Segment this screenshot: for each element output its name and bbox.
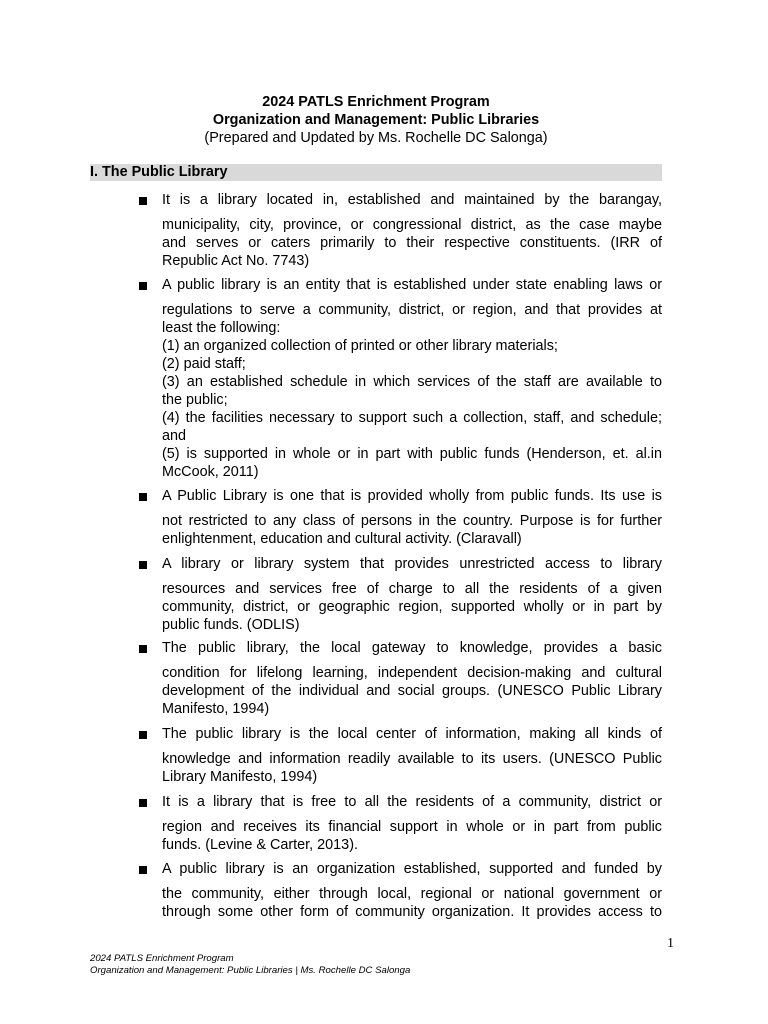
list-item-body xyxy=(162,750,662,786)
list-item-line: (5) is supported in whole or in part with public funds (Henderson, et. al.in xyxy=(162,446,662,462)
list-item-first-line: The public library is the local center of information, making all kinds of xyxy=(162,726,662,742)
list-item xyxy=(162,793,662,854)
list-item-line: the public; xyxy=(162,392,228,408)
list-item-first-line: A library or library system that provides unrestricted access to library xyxy=(162,556,662,572)
list-item-line: municipality, city, province, or congressional district, as the case maybe xyxy=(162,217,662,233)
list-item-line: through some other form of community organization. It provides access to xyxy=(162,904,662,920)
list-item-body xyxy=(162,818,662,854)
list-item-line: (1) an organized collection of printed or other library materials; xyxy=(162,338,558,354)
page-footer xyxy=(90,953,410,977)
list-item-line: enlightenment, education and cultural activity. (Claravall) xyxy=(162,531,522,547)
list-item-line: region and receives its financial support in whole or in part from public xyxy=(162,819,662,835)
list-item-line: community, district, or geographic region, supported wholly or in part by xyxy=(162,599,662,615)
list-item-line: the community, either through local, regional or national government or xyxy=(162,886,662,902)
list-item-body xyxy=(162,512,662,548)
square-bullet-icon xyxy=(139,731,147,739)
list-item-line: knowledge and information readily available to its users. (UNESCO Public xyxy=(162,751,662,767)
list-item-line: condition for lifelong learning, independent decision-making and cultural xyxy=(162,665,662,681)
list-item-line: Republic Act No. 7743) xyxy=(162,253,310,269)
list-item-line: regulations to serve a community, district, or region, and that provides at xyxy=(162,302,662,318)
list-item-line: Manifesto, 1994) xyxy=(162,701,270,717)
list-item-first-line: A public library is an organization established, supported and funded by xyxy=(162,861,662,877)
list-item-first-line: It is a library that is free to all the residents of a community, district or xyxy=(162,794,662,810)
list-item-line: (3) an established schedule in which services of the staff are available to xyxy=(162,374,662,390)
list-item xyxy=(162,191,662,270)
list-item xyxy=(162,276,662,481)
list-item-line: not restricted to any class of persons in the country. Purpose is for further xyxy=(162,513,662,529)
list-item-body xyxy=(162,301,662,481)
square-bullet-icon xyxy=(139,561,147,569)
list-item-first-line: It is a library located in, established and maintained by the barangay, xyxy=(162,192,662,208)
list-item-body xyxy=(162,885,662,921)
program-title: 2024 PATLS Enrichment Program xyxy=(262,94,490,110)
list-item-line: Library Manifesto, 1994) xyxy=(162,769,318,785)
list-item-line: public funds. (ODLIS) xyxy=(162,617,300,633)
list-item-first-line: A Public Library is one that is provided wholly from public funds. Its use is xyxy=(162,488,662,504)
square-bullet-icon xyxy=(139,197,147,205)
list-item-line: least the following: xyxy=(162,320,281,336)
list-item-line: (2) paid staff; xyxy=(162,356,246,372)
square-bullet-icon xyxy=(139,282,147,290)
list-item-line: and serves or caters primarily to their respective constituents. (IRR of xyxy=(162,235,662,251)
list-item-line: funds. (Levine & Carter, 2013). xyxy=(162,837,358,853)
list-item-line: McCook, 2011) xyxy=(162,464,259,480)
square-bullet-icon xyxy=(139,866,147,874)
list-item-first-line: The public library, the local gateway to knowledge, provides a basic xyxy=(162,640,662,656)
footer-line-2: Organization and Management: Public Libraries | Ms. Rochelle DC Salonga xyxy=(90,965,411,976)
list-item xyxy=(162,639,662,718)
list-item-body xyxy=(162,664,662,718)
footer-line-1: 2024 PATLS Enrichment Program xyxy=(90,953,234,964)
section-heading: I. The Public Library xyxy=(90,164,662,181)
document-subtitle: (Prepared and Updated by Ms. Rochelle DC Salonga) xyxy=(204,130,548,146)
square-bullet-icon xyxy=(139,799,147,807)
list-item-first-line: A public library is an entity that is established under state enabling laws or xyxy=(162,277,662,293)
list-item-line: resources and services free of charge to all the residents of a given xyxy=(162,581,662,597)
list-item-line: development of the individual and social groups. (UNESCO Public Library xyxy=(162,683,662,699)
page-number: 1 xyxy=(667,936,674,951)
list-item xyxy=(162,725,662,786)
list-item-body xyxy=(162,580,662,634)
list-item xyxy=(162,860,662,921)
document-title: Organization and Management: Public Libraries xyxy=(212,112,540,128)
square-bullet-icon xyxy=(139,493,147,501)
list-item-body xyxy=(162,216,662,270)
list-item xyxy=(162,555,662,634)
square-bullet-icon xyxy=(139,645,147,653)
list-item-line: and xyxy=(162,428,187,444)
list-item-line: (4) the facilities necessary to support such a collection, staff, and schedule; xyxy=(162,410,662,426)
list-item xyxy=(162,487,662,548)
